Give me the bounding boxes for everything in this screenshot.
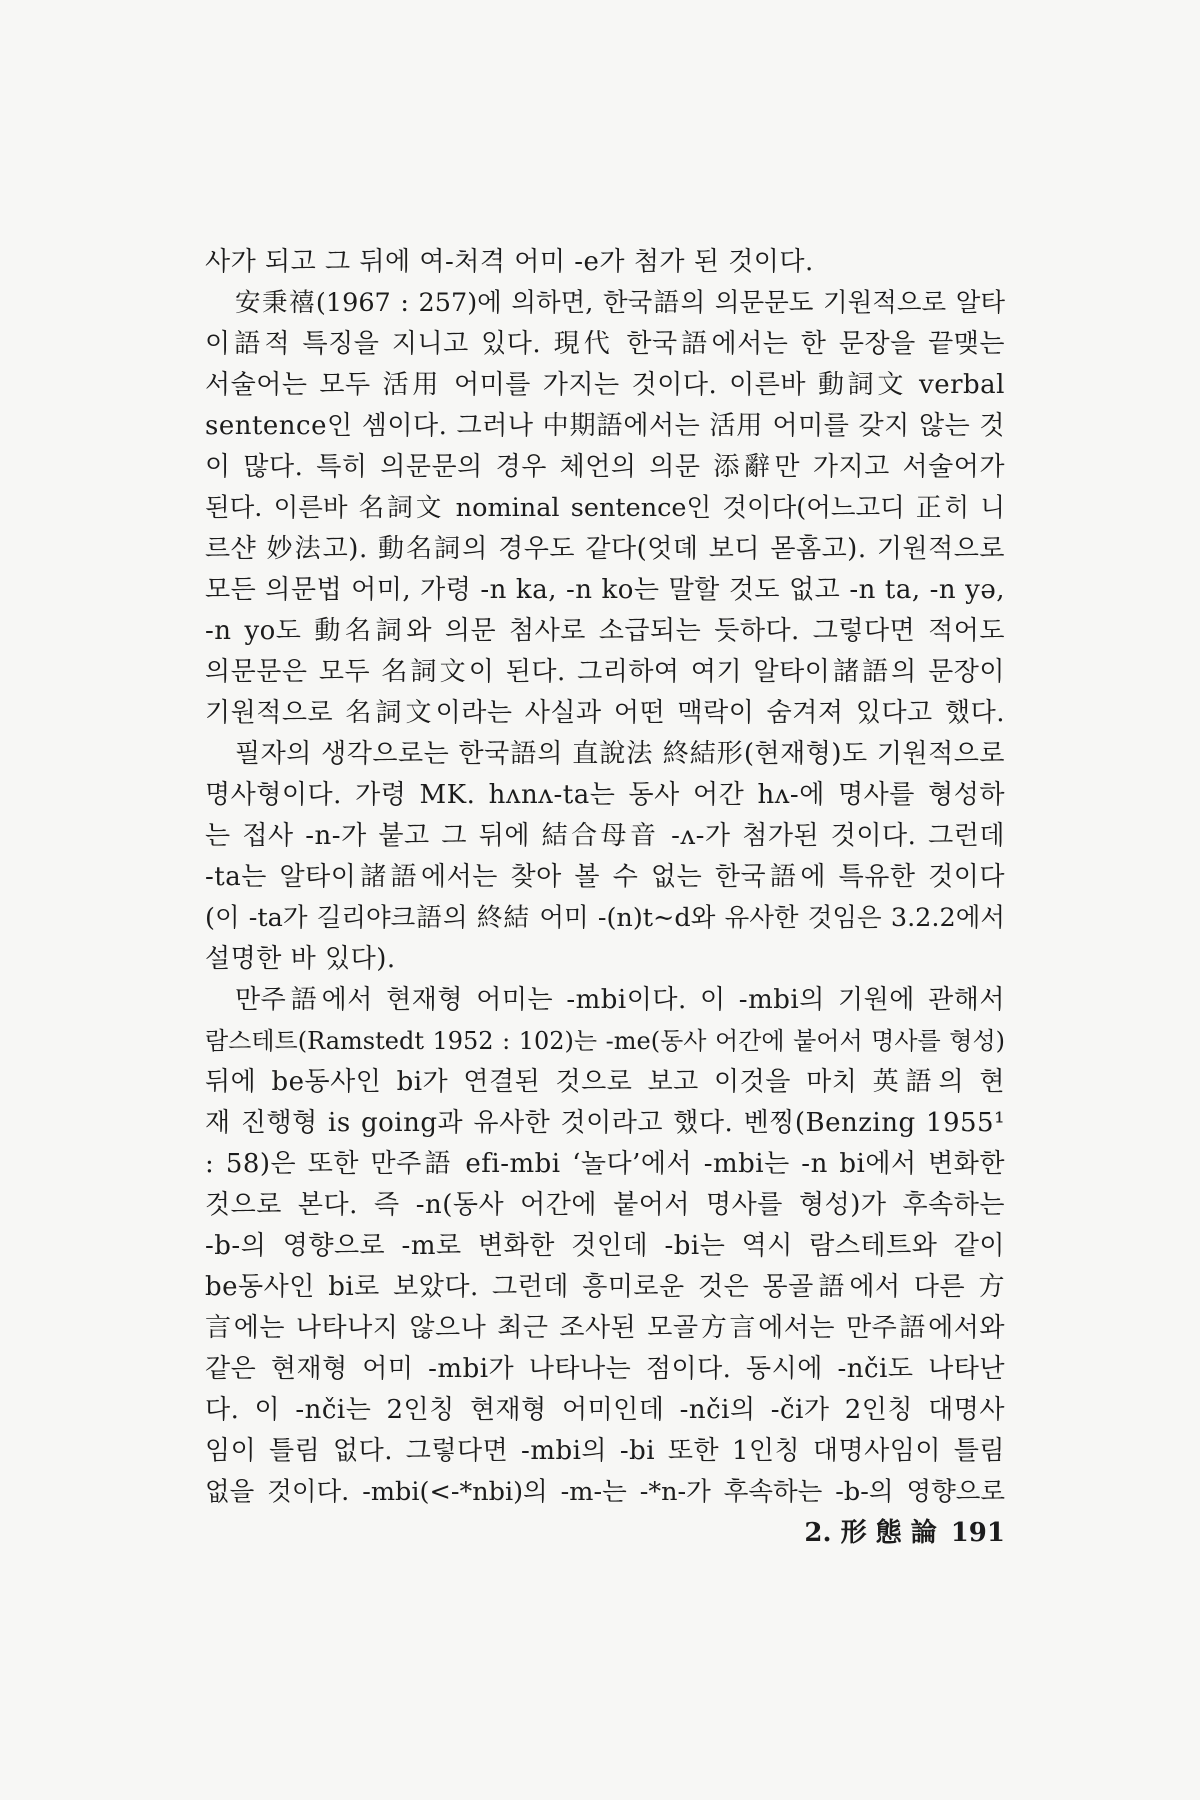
text-line: 의문문은 모두 名詞文이 된다. 그리하여 여기 알타이諸語의 문장이 [205, 657, 1005, 687]
text-line: 이 많다. 특히 의문문의 경우 체언의 의문 添辭만 가지고 서술어가 [205, 452, 1005, 482]
text-line: 설명한 바 있다). [205, 944, 396, 974]
text-line: 安秉禧(1967 : 257)에 의하면, 한국語의 의문문도 기원적으로 알타 [235, 288, 1005, 318]
text-line: 것으로 본다. 즉 -n(동사 어간에 붙어서 명사를 형성)가 후속하는 [205, 1190, 1005, 1220]
text-line: 명사형이다. 가령 MK. hʌnʌ-ta는 동사 어간 hʌ-에 명사를 형성하 [205, 780, 1005, 810]
text-line: 같은 현재형 어미 -mbi가 나타나는 점이다. 동시에 -nči도 나타난 [205, 1354, 1005, 1384]
running-section-title: 2. 形 態 論 [804, 1518, 937, 1548]
text-line: 言에는 나타나지 않으나 최근 조사된 모골方言에서는 만주語에서와 [205, 1313, 1005, 1343]
text-line: 이語적 특징을 지니고 있다. 現代 한국語에서는 한 문장을 끝맺는 [205, 329, 1005, 359]
text-line: 람스테트(Ramstedt 1952 : 102)는 -me(동사 어간에 붙어서 명사를 형성) [205, 1027, 1005, 1055]
text-line: 기원적으로 名詞文이라는 사실과 어떤 맥락이 숨겨져 있다고 했다. [205, 698, 1005, 728]
text-line: 필자의 생각으로는 한국語의 直說法 終結形(현재형)도 기원적으로 [235, 739, 1005, 769]
text-line: -b-의 영향으로 -m로 변화한 것인데 -bi는 역시 람스테트와 같이 [205, 1231, 1005, 1261]
text-line: 된다. 이른바 名詞文 nominal sentence인 것이다(어느고디 正히 니 [205, 493, 1005, 523]
page-number: 191 [950, 1518, 1005, 1548]
text-line: sentence인 셈이다. 그러나 中期語에서는 活用 어미를 갖지 않는 것 [205, 411, 1005, 441]
text-line: 사가 되고 그 뒤에 여-처격 어미 -e가 첨가 된 것이다. [205, 247, 814, 277]
text-line: 임이 틀림 없다. 그렇다면 -mbi의 -bi 또한 1인칭 대명사임이 틀림 [205, 1436, 1005, 1466]
text-line: (이 -ta가 길리야크語의 終結 어미 -(n)t∼d와 유사한 것임은 3.2.2에서 [205, 903, 1005, 933]
text-line: 다. 이 -nči는 2인칭 현재형 어미인데 -nči의 -či가 2인칭 대명사 [205, 1395, 1005, 1425]
text-line: 는 접사 -n-가 붙고 그 뒤에 結合母音 -ʌ-가 첨가된 것이다. 그런데 [205, 821, 1005, 851]
text-line: 서술어는 모두 活用 어미를 가지는 것이다. 이른바 動詞文 verbal [205, 370, 1005, 400]
text-line: -n yo도 動名詞와 의문 첨사로 소급되는 듯하다. 그렇다면 적어도 [205, 616, 1005, 646]
text-line: : 58)은 또한 만주語 efi-mbi ‘놀다’에서 -mbi는 -n bi에서 변화한 [205, 1149, 1005, 1179]
page-footer [790, 1512, 1005, 1549]
body-text [205, 242, 1005, 1513]
text-line: 뒤에 be동사인 bi가 연결된 것으로 보고 이것을 마치 英語의 현 [205, 1067, 1005, 1097]
text-line: be동사인 bi로 보았다. 그런데 흥미로운 것은 몽골語에서 다른 方 [205, 1272, 1005, 1302]
text-line: 르샨 妙法고). 動名詞의 경우도 같다(엇뎨 보디 몯홈고). 기원적으로 [205, 534, 1005, 564]
text-line: 만주語에서 현재형 어미는 -mbi이다. 이 -mbi의 기원에 관해서 [235, 985, 1005, 1015]
text-line: 재 진행형 is going과 유사한 것이라고 했다. 벤찡(Benzing 1955¹ [205, 1108, 1005, 1138]
text-line: -ta는 알타이諸語에서는 찾아 볼 수 없는 한국語에 특유한 것이다 [205, 862, 1005, 892]
text-line: 모든 의문법 어미, 가령 -n ka, -n ko는 말할 것도 없고 -n ta, -n yə, [205, 575, 1005, 605]
text-line: 없을 것이다. -mbi(<-*nbi)의 -m-는 -*n-가 후속하는 -b-의 영향으로 [205, 1477, 1005, 1507]
